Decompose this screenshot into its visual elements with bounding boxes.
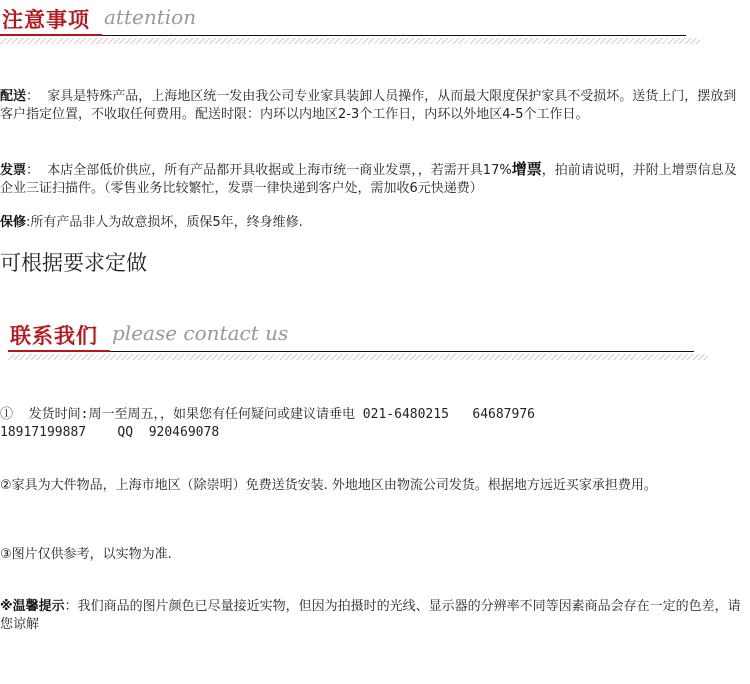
reminder-label: ※温馨提示 <box>0 599 65 614</box>
warranty-text: :所有产品非人为故意损坏，质保5年，终身维修. <box>26 215 303 230</box>
delivery-paragraph <box>0 88 748 124</box>
contact-item-shipping-line1: ① 发货时间:周一至周五，，如果您有任何疑问或建议请垂电 021-6480215 64687976 <box>0 407 535 422</box>
attention-hatch <box>0 38 700 44</box>
invoice-paragraph <box>0 160 748 198</box>
delivery-colon: ： <box>26 89 40 104</box>
contact-item-shipping-line2: 18917199887 QQ 920469078 <box>0 425 220 440</box>
attention-divider <box>102 35 686 36</box>
delivery-label: 配送 <box>0 89 27 104</box>
contact-red-underline <box>8 350 110 352</box>
warranty-label: 保修 <box>0 215 27 230</box>
attention-red-underline <box>0 34 102 36</box>
invoice-text-after: ，拍前请说明，并附上增票信息及企业三证扫描件。（零售业务比较繁忙，发票一律快递到客户处，需加收6元快递费） <box>0 163 737 196</box>
contact-header <box>0 316 750 366</box>
contact-title-cn: 联系我们 <box>10 324 98 348</box>
invoice-label: 发票 <box>0 163 27 178</box>
warranty-paragraph <box>0 214 748 232</box>
attention-title-en: attention <box>104 5 197 29</box>
reminder-text: 我们商品的图片颜色已尽量接近实物，但因为拍摄时的光线、显示器的分辨率不同等因素商品会存在一定的色差，请您谅解 <box>0 599 741 632</box>
reminder-paragraph <box>0 598 748 634</box>
attention-title-cn: 注意事项 <box>2 8 90 32</box>
invoice-highlight: 增票 <box>511 160 542 178</box>
contact-item-shipping <box>0 406 748 442</box>
attention-header <box>0 0 750 50</box>
custom-order-note: 可根据要求定做 <box>0 251 147 275</box>
contact-hatch <box>8 354 708 360</box>
contact-divider <box>110 351 694 352</box>
invoice-text-before: 本店全部低价供应，所有产品都开具收据或上海市统一商业发票，，若需开具17% <box>47 163 512 178</box>
invoice-colon: ： <box>26 163 40 178</box>
delivery-text: 家具是特殊产品，上海地区统一发由我公司专业家具装卸人员操作，从而最大限度保护家具不受损坏。送货上门，摆放到客户指定位置，不收取任何费用。配送时限：内环以内地区2-3个工作日，内环以外地区4-5个工作日。 <box>0 89 737 122</box>
contact-item-delivery: ②家具为大件物品，上海市地区（除崇明）免费送货安装. 外地地区由物流公司发货。根据地方远近买家承担费用。 <box>0 478 657 493</box>
contact-item-picture-note: ③图片仅供参考，以实物为准. <box>0 547 172 562</box>
contact-title-en: please contact us <box>112 321 289 345</box>
reminder-colon: ： <box>64 599 78 614</box>
